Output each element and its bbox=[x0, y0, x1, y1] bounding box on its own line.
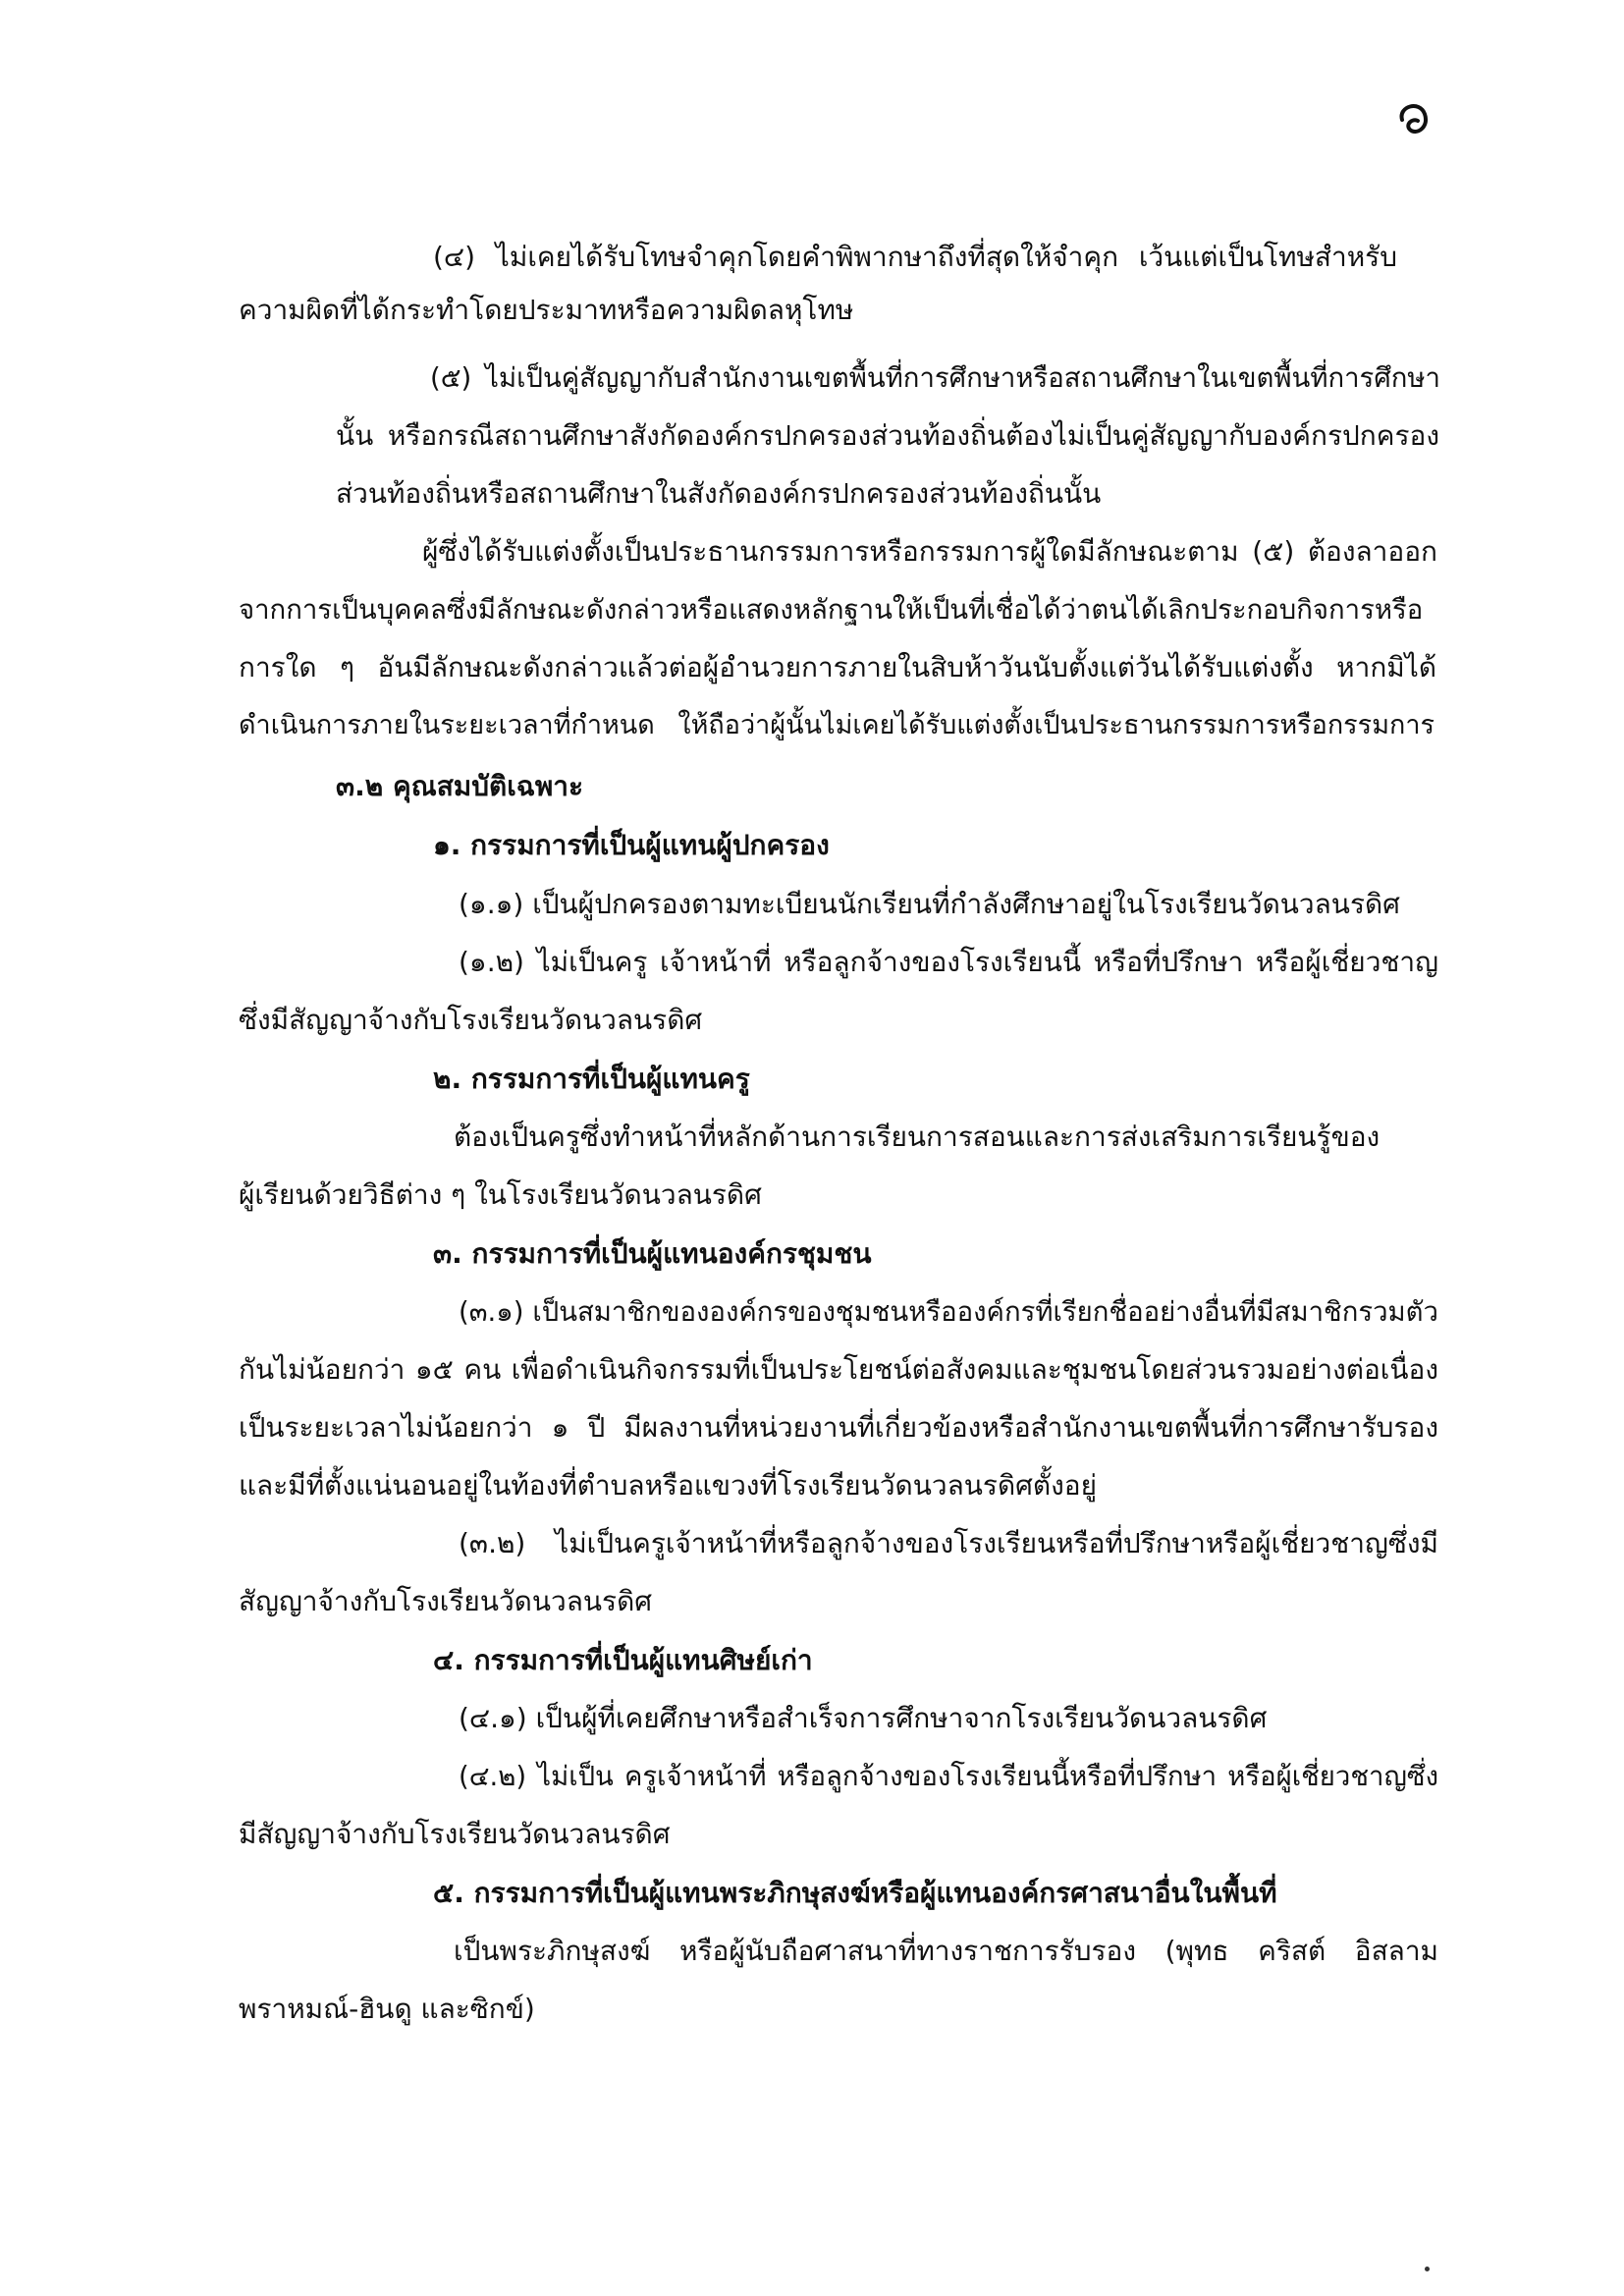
item-4-2-line-1: (๔.๒) ไม่เป็น ครูเจ้าหน้าที่ หรือลูกจ้างของโรงเรียนนี้หรือที่ปรึกษา หรือผู้เชี่ยวชาญซึ่ง bbox=[459, 1761, 1438, 1792]
subheading-teacher-representative: ๒. กรรมการที่เป็นผู้แทนครู bbox=[433, 1063, 750, 1095]
teacher-line-1: ต้องเป็นครูซึ่งทำหน้าที่หลักด้านการเรียนการสอนและการส่งเสริมการเรียนรู้ของ bbox=[454, 1121, 1380, 1153]
clause-5-line-1: (๕) ไม่เป็นคู่สัญญากับสำนักงานเขตพื้นที่การศึกษาหรือสถานศึกษาในเขตพื้นที่การศึกษา bbox=[430, 362, 1440, 394]
item-3-2-line-1: (๓.๒) ไม่เป็นครูเจ้าหน้าที่หรือลูกจ้างของโรงเรียนหรือที่ปรึกษาหรือผู้เชี่ยวชาญซึ่งมี bbox=[459, 1527, 1438, 1559]
resign-paragraph-line-4: ดำเนินการภายในระยะเวลาที่กำหนด ให้ถือว่าผู้นั้นไม่เคยได้รับแต่งตั้งเป็นประธานกรรมการหรือกรรมการ bbox=[239, 710, 1435, 740]
resign-paragraph-line-1: ผู้ซึ่งได้รับแต่งตั้งเป็นประธานกรรมการหรือกรรมการผู้ใดมีลักษณะตาม (๕) ต้องลาออก bbox=[422, 535, 1437, 568]
page-number bbox=[1394, 90, 1434, 159]
subheading-parent-representative: ๑. กรรมการที่เป็นผู้แทนผู้ปกครอง bbox=[433, 829, 830, 861]
subheading-community-representative: ๓. กรรมการที่เป็นผู้แทนองค์กรชุมชน bbox=[433, 1237, 872, 1270]
item-1-1: (๑.๑) เป็นผู้ปกครองตามทะเบียนนักเรียนที่กำลังศึกษาอยู่ในโรงเรียนวัดนวลนรดิศ bbox=[459, 888, 1400, 920]
resign-paragraph-line-2: จากการเป็นบุคคลซึ่งมีลักษณะดังกล่าวหรือแสดงหลักฐานให้เป็นที่เชื่อได้ว่าตนได้เลิกประกอบกิจการหรือ bbox=[239, 594, 1424, 626]
resign-paragraph-line-3: การใด ๆ อันมีลักษณะดังกล่าวแล้วต่อผู้อำนวยการภายในสิบห้าวันนับตั้งแต่วันได้รับแต่งตั้ง หากมิได้ bbox=[239, 651, 1436, 683]
item-1-2-line-1: (๑.๒) ไม่เป็นครู เจ้าหน้าที่ หรือลูกจ้างของโรงเรียนนี้ หรือที่ปรึกษา หรือผู้เชี่ยวชาญ bbox=[459, 946, 1438, 978]
item-3-1-line-2: กันไม่น้อยกว่า ๑๕ คน เพื่อดำเนินกิจกรรมที่เป็นประโยชน์ต่อสังคมและชุมชนโดยส่วนรวมอย่างต่อเนื่อง bbox=[239, 1353, 1438, 1386]
item-4-2-line-2: มีสัญญาจ้างกับโรงเรียนวัดนวลนรดิศ bbox=[239, 1818, 671, 1850]
item-3-1-line-1: (๓.๑) เป็นสมาชิกขององค์กรของชุมชนหรือองค์กรที่เรียกชื่ออย่างอื่นที่มีสมาชิกรวมตัว bbox=[459, 1296, 1438, 1328]
item-3-2-line-2: สัญญาจ้างกับโรงเรียนวัดนวลนรดิศ bbox=[239, 1585, 653, 1617]
subheading-religious-representative: ๕. กรรมการที่เป็นผู้แทนพระภิกษุสงฆ์หรือผู้แทนองค์กรศาสนาอื่นในพื้นที่ bbox=[433, 1877, 1277, 1909]
page-number-glyph bbox=[1394, 90, 1434, 159]
section-heading-3-2: ๓.๒ คุณสมบัติเฉพาะ bbox=[336, 770, 584, 802]
teacher-line-2: ผู้เรียนด้วยวิธีต่าง ๆ ในโรงเรียนวัดนวลนรดิศ bbox=[239, 1178, 762, 1211]
clause-5-line-2: นั้น หรือกรณีสถานศึกษาสังกัดองค์กรปกครองส่วนท้องถิ่นต้องไม่เป็นคู่สัญญากับองค์กรปกครอง bbox=[336, 419, 1439, 452]
item-3-1-line-4: และมีที่ตั้งแน่นอนอยู่ในท้องที่ตำบลหรือแขวงที่โรงเรียนวัดนวลนรดิศตั้งอยู่ bbox=[239, 1469, 1097, 1502]
scan-speck bbox=[1425, 2267, 1430, 2271]
clause-4-line-1: (๔) ไม่เคยได้รับโทษจำคุกโดยคำพิพากษาถึงที่สุดให้จำคุก เว้นแต่เป็นโทษสำหรับ bbox=[433, 241, 1397, 273]
subheading-alumni-representative: ๔. กรรมการที่เป็นผู้แทนศิษย์เก่า bbox=[433, 1644, 813, 1676]
item-1-2-line-2: ซึ่งมีสัญญาจ้างกับโรงเรียนวัดนวลนรดิศ bbox=[239, 1004, 703, 1036]
clause-4-line-2: ความผิดที่ได้กระทำโดยประมาทหรือความผิดลหุโทษ bbox=[239, 294, 854, 326]
religious-line-1: เป็นพระภิกษุสงฆ์ หรือผู้นับถือศาสนาที่ทางราชการรับรอง (พุทธ คริสต์ อิสลาม bbox=[454, 1935, 1438, 1967]
item-3-1-line-3: เป็นระยะเวลาไม่น้อยกว่า ๑ ปี มีผลงานที่หน่วยงานที่เกี่ยวข้องหรือสำนักงานเขตพื้นที่การศึกษารับรอง bbox=[239, 1411, 1438, 1444]
clause-5-line-3: ส่วนท้องถิ่นหรือสถานศึกษาในสังกัดองค์กรปกครองส่วนท้องถิ่นนั้น bbox=[336, 477, 1102, 510]
item-4-1: (๔.๑) เป็นผู้ที่เคยศึกษาหรือสำเร็จการศึกษาจากโรงเรียนวัดนวลนรดิศ bbox=[459, 1702, 1268, 1734]
religious-line-2: พราหมณ์-ฮินดู และซิกข์) bbox=[239, 1993, 535, 2025]
